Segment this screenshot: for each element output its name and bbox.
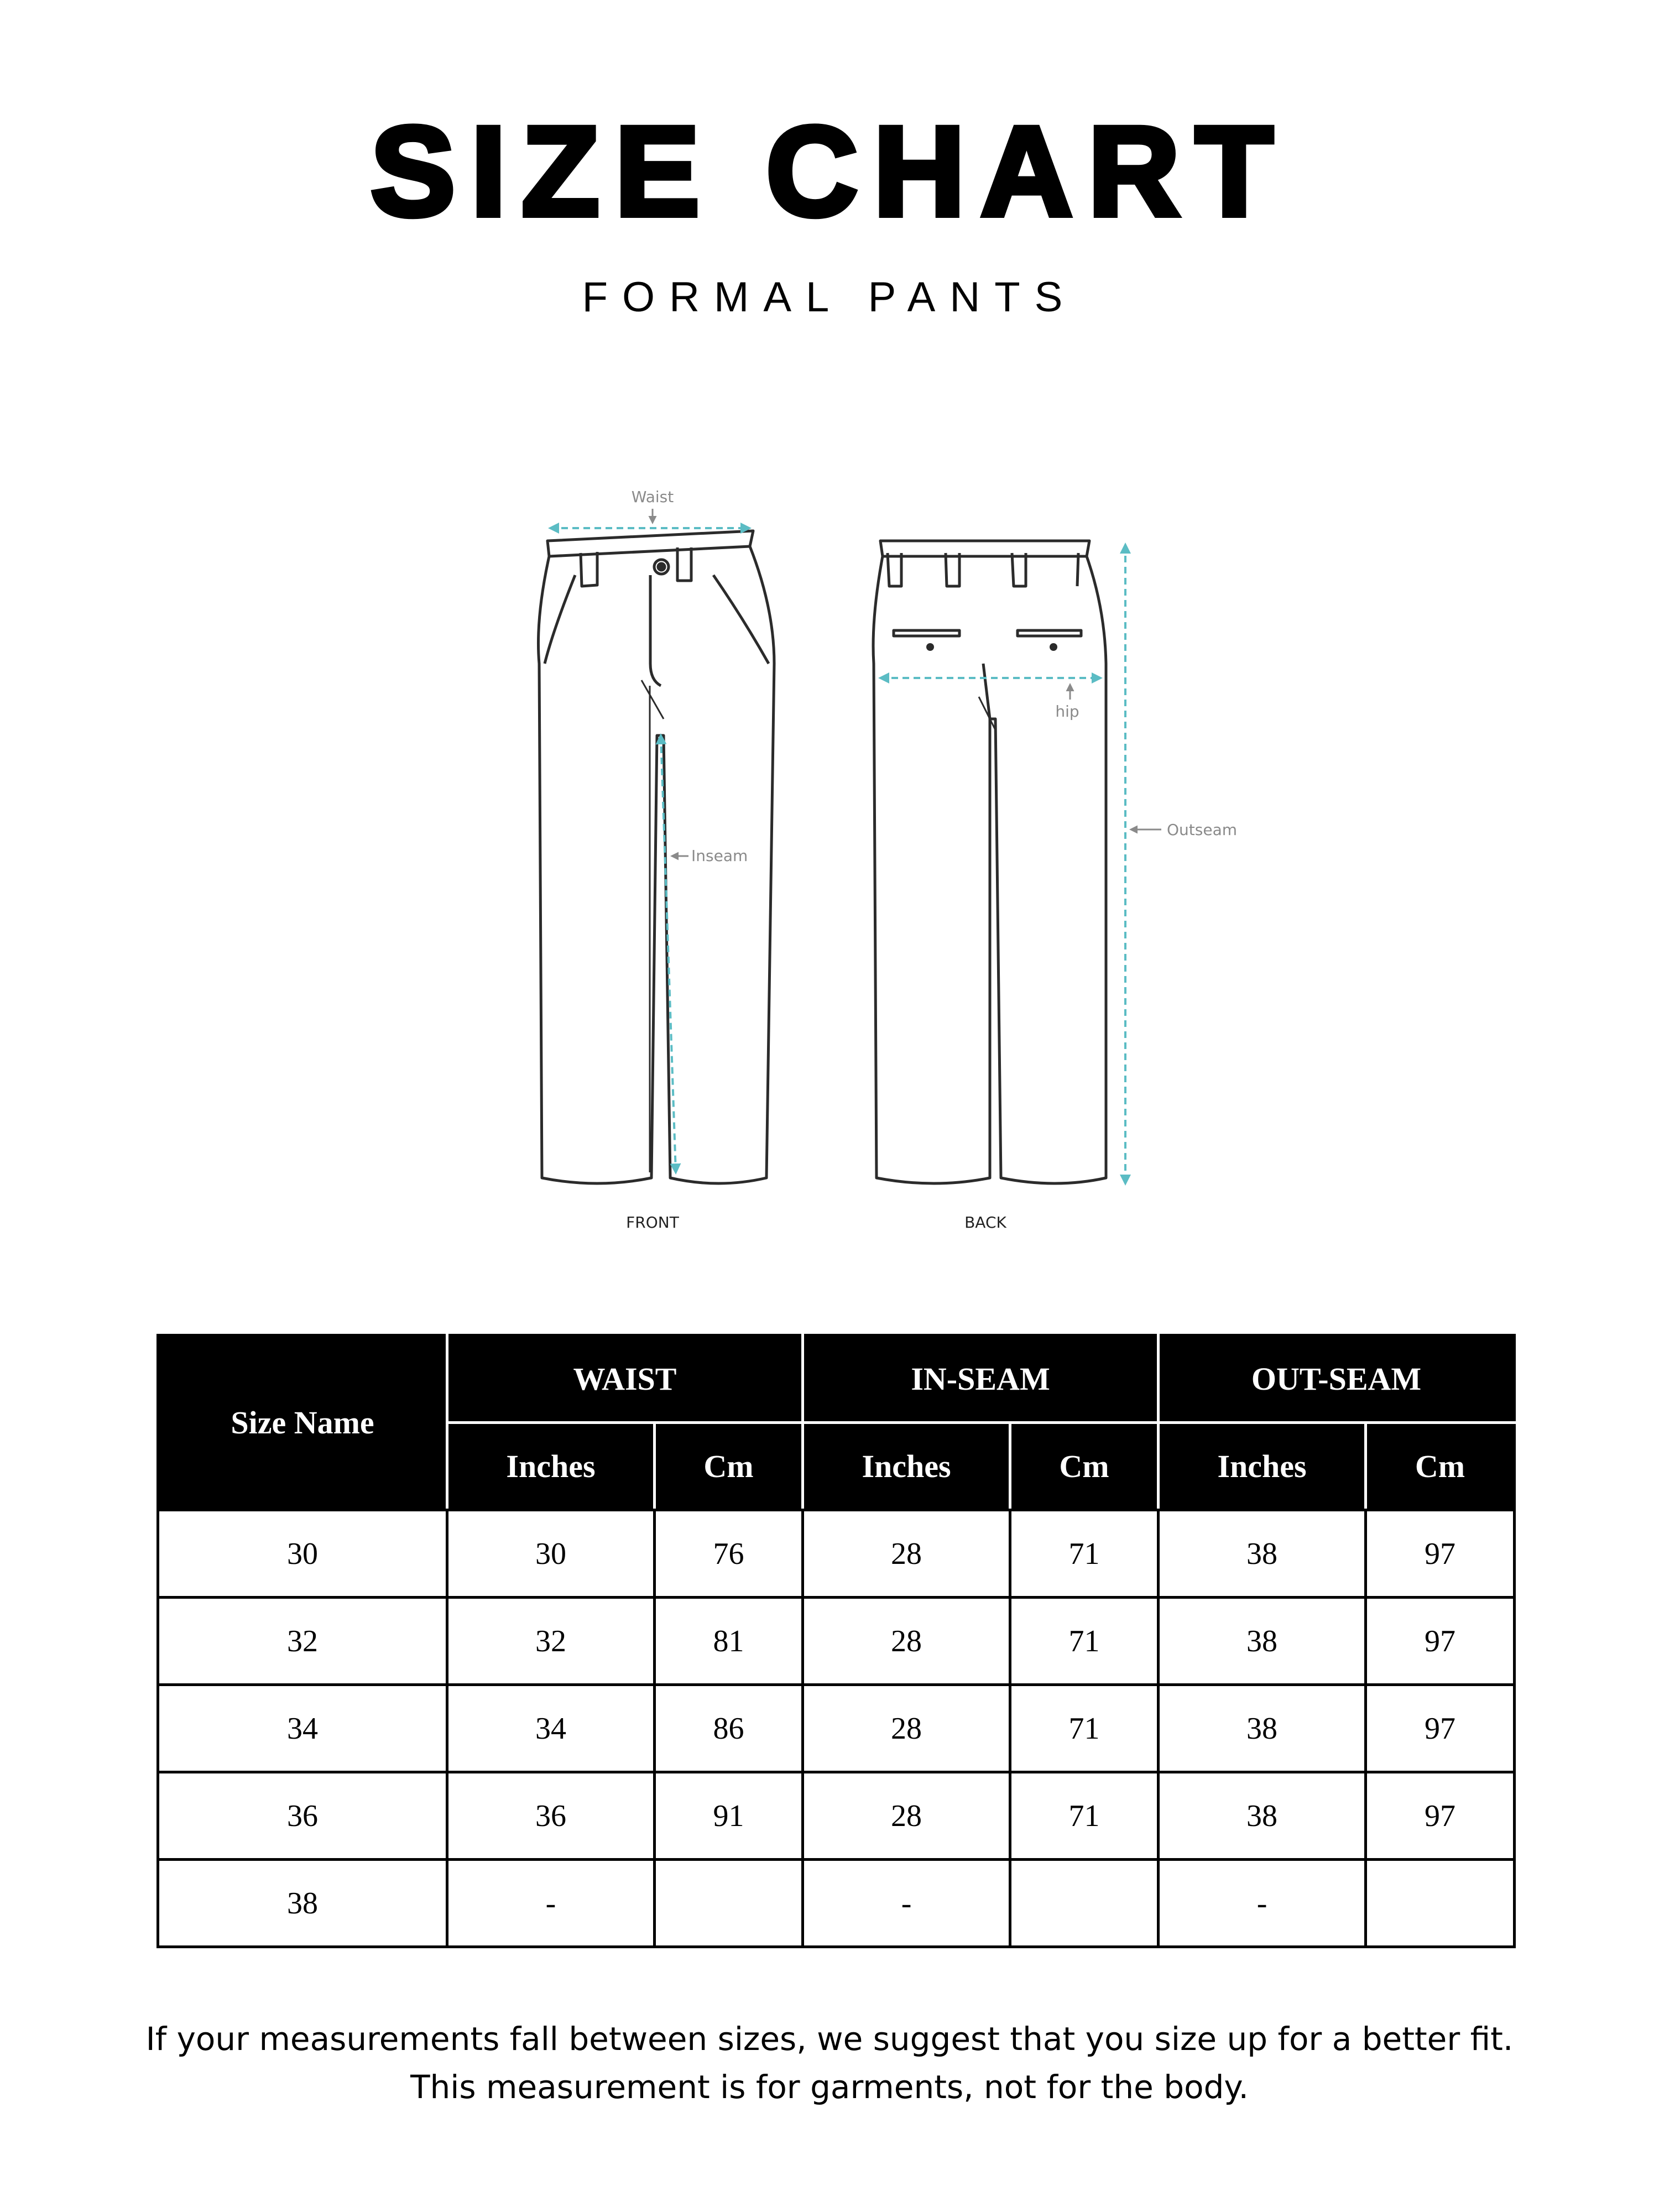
- table-row: [158, 1598, 1515, 1685]
- table-cell: 28: [803, 1598, 1010, 1685]
- table-cell: -: [447, 1860, 655, 1947]
- table-cell: 71: [1010, 1772, 1159, 1860]
- table-cell: 81: [655, 1598, 803, 1685]
- table-cell: 71: [1010, 1510, 1159, 1598]
- table-cell: 36: [447, 1772, 655, 1860]
- hip-label: hip: [1055, 702, 1079, 721]
- size-table: [156, 1334, 1516, 1948]
- table-cell: 28: [803, 1510, 1010, 1598]
- table-cell: 71: [1010, 1598, 1159, 1685]
- table-cell: 38: [1159, 1772, 1366, 1860]
- subheader-cell: Cm: [1366, 1423, 1515, 1510]
- outseam-label: Outseam: [1167, 821, 1238, 839]
- table-header-row: [158, 1335, 1515, 1423]
- subheader-cell: Inches: [1159, 1423, 1366, 1510]
- table-cell: 34: [447, 1685, 655, 1772]
- waist-header: WAIST: [447, 1335, 803, 1423]
- table-cell: [1366, 1860, 1515, 1947]
- subheader-cell: Inches: [803, 1423, 1010, 1510]
- table-cell: [655, 1860, 803, 1947]
- garment-measurement-note: This measurement is for garments, not for the body.: [410, 2068, 1249, 2106]
- table-cell: 38: [1159, 1685, 1366, 1772]
- table-cell: 36: [158, 1772, 447, 1860]
- table-row: [158, 1860, 1515, 1947]
- table-cell: 76: [655, 1510, 803, 1598]
- table-cell: 97: [1366, 1598, 1515, 1685]
- page-subtitle: FORMAL PANTS: [582, 274, 1077, 321]
- table-row: [158, 1510, 1515, 1598]
- subheader-cell: Cm: [1010, 1423, 1159, 1510]
- inseam-label: Inseam: [691, 847, 748, 865]
- table-cell: 30: [158, 1510, 447, 1598]
- table-cell: 32: [158, 1598, 447, 1685]
- table-cell: 38: [1159, 1598, 1366, 1685]
- table-row: [158, 1772, 1515, 1860]
- subheader-cell: Cm: [655, 1423, 803, 1510]
- outseam-header: OUT-SEAM: [1159, 1335, 1515, 1423]
- table-cell: 32: [447, 1598, 655, 1685]
- table-cell: -: [1159, 1860, 1366, 1947]
- table-cell: 28: [803, 1772, 1010, 1860]
- table-cell: 71: [1010, 1685, 1159, 1772]
- table-cell: 97: [1366, 1685, 1515, 1772]
- table-cell: 97: [1366, 1772, 1515, 1860]
- table-cell: 38: [1159, 1510, 1366, 1598]
- inseam-header: IN-SEAM: [803, 1335, 1159, 1423]
- waist-label: Waist: [631, 488, 674, 506]
- fit-advice-note: If your measurements fall between sizes, we suggest that you size up for a better fit.: [145, 2020, 1514, 2058]
- table-cell: 97: [1366, 1510, 1515, 1598]
- table-cell: 34: [158, 1685, 447, 1772]
- pants-illustration: [0, 442, 1659, 1261]
- page-title: SIZE CHART: [371, 100, 1288, 242]
- back-label: BACK: [964, 1213, 1006, 1232]
- table-cell: 91: [655, 1772, 803, 1860]
- front-label: FRONT: [626, 1213, 679, 1232]
- table-cell: 86: [655, 1685, 803, 1772]
- table-cell: [1010, 1860, 1159, 1947]
- table-cell: 30: [447, 1510, 655, 1598]
- table-cell: -: [803, 1860, 1010, 1947]
- table-row: [158, 1685, 1515, 1772]
- table-cell: 28: [803, 1685, 1010, 1772]
- table-cell: 38: [158, 1860, 447, 1947]
- subheader-cell: Inches: [447, 1423, 655, 1510]
- back-pants-drawing: [873, 541, 1106, 1183]
- size-name-header: Size Name: [158, 1335, 447, 1510]
